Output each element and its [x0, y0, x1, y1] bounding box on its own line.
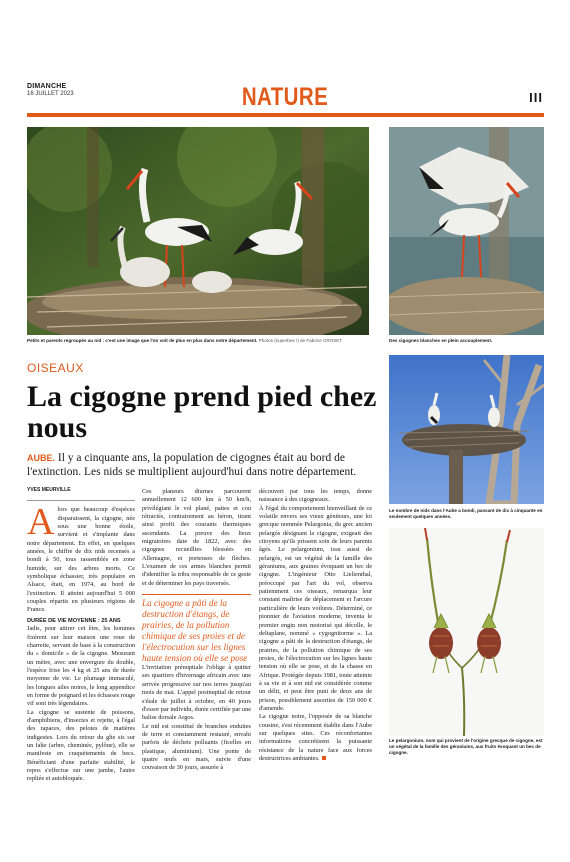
photo-nest-in-tree — [389, 355, 544, 504]
column-1-paragraph-1 — [27, 501, 135, 614]
header-date: 16 JUILLET 2023 — [27, 91, 74, 97]
pull-quote: La cigogne a pâti de la destruction d'étangs, de prairies, de la pollution chimique de ses proies et de l'électrocution sur les lignes haute tension où elle se pose — [142, 594, 251, 664]
main-caption-text: Petits et parents regroupés au nid : c'est une image que l'on voit de plus en plus dans notre département. — [27, 338, 258, 343]
column-2-paragraph-1: Ces planeurs diurnes parcourent annuellement 12 600 km à 50 km/h, privilégiant le vol plané, pattes et cou rétractés, contrairement au héron, tirant ainsi profit des courants thermiques ascendants. La preuve des lieux migratoires date de 1822, avec des cigognes recueillies blessées en Allemagne, et porteuses de flèches. L'examen de ces armes blanches permit d'identifier la tribu responsable de ce geste et de déterminer les pays traversés. — [142, 488, 251, 587]
main-photo-caption — [27, 338, 369, 344]
lead-text: Il y a cinquante ans, la population de cigognes était au bord de l'extinction. Les nids se multiplient aujourd'hui dans notre département. — [27, 452, 357, 478]
main-photo-credit: Photos (superbes !) de Fabrice CROSET — [258, 338, 343, 343]
column-1-paragraph-3: La cigogne se sustente de poissons, d'amphibiens, d'insectes et rejette, à l'égal des rapaces, des pelotes de matières indigestes. Lors du retour du gîte sis sur un faîte (arbre, cheminée, pylône), elle se manifeste en craquètements de becs. Bénéficiant d'une parfaite stabilité, le repos s'effectue sur une jambe, l'autre repliée et autobloquée. — [27, 708, 135, 783]
article-column-3 — [259, 488, 372, 763]
column-3-paragraph-3-text: La cigogne noire, l'opposée de sa blanche cousine, s'est récemment établie dans l'Aube sur quelques sites. Ces réconfortantes informations concrétisent la puissante résistance de la nature face aux forces destructrices ambiantes. — [259, 713, 372, 762]
column-3-paragraph-3 — [259, 713, 372, 763]
header-day: DIMANCHE — [27, 83, 67, 90]
end-of-article-mark — [322, 756, 326, 760]
column-3-paragraph-1: découvert par tous les temps, donne naissance à des cigogneaux. — [259, 488, 372, 504]
main-photo-storks-nest — [27, 127, 369, 335]
bottom-right-caption-text: Le pelargonium, nom qui provient de l'origine grecque de cigogne, est un végétal de la famille des géraniums, aux fruits évoquant un bec de cigogne. — [389, 738, 543, 755]
article-column-1 — [27, 486, 135, 784]
column-2-paragraph-3: Le nid est constitué de branches enduites de terre et constamment restauré, envahi parfois de déchets polluants (ficelles en plastique, aluminium). Une ponte de quatre œufs en mars, suivie d'une couvaison de 30 jours, assurée à — [142, 722, 251, 772]
lead-location-tag: AUBE. — [27, 453, 56, 463]
column-1-paragraph-1-text: lors que beaucoup d'espèces disparaissent, la cigogne, née sous une bonne étoile, survient et s'implante dans notre département. En effet, en quelques années, le chiffre de dix nids recensés a bondi à 50, tous rassemblés en zone humide, sur des arbres morts. Ce symbolique échassier, très populaire en Alsace, était, en 1974, au bord de l'extinction. Il atteint aujourd'hui 5 000 couples répartis en plusieurs régions de France. — [27, 506, 135, 614]
article-headline: La cigogne prend pied chez nous — [27, 380, 377, 444]
bottom-right-photo-caption — [389, 738, 544, 756]
header-rule — [27, 113, 544, 117]
column-3-paragraph-2: À l'égal du comportement bienveillant de ce volatile envers ses vieux géniteurs, une loi grecque nommée Pelargonia, du grec ancien pelargós désignant la cigogne, exigeait des citoyens qu'ils prissent soin de leurs parents âgés. Le pelargonium, issu aussi de pelargós, est un végétal de la famille des géraniums, aux graines évoquant un bec de cigogne. L'ingénieur Otto Lielienthal, préoccupé par l'art du vol, observa patiemment ces oiseaux, remarqua leur constant maîtrise de déplacement et l'arcure particulière de leurs voilures. Déterminé, ce pionnier de l'aviation moderne, inventa le premier engin non motorisé qui décolle, le deltaplane, nommé « cygognitorme ». La cigogne a pâti de la destruction d'étangs, de prairies, de la pollution chimique de ses proies, de l'électrocution sur les lignes haute tension où elle se pose, et de la chasse en Afrique. Protégée depuis 1981, toute atteinte à sa vie et à son nid est considérée comme un délit, et peut être puni de deux ans de prison, possiblement assorties de 150 000 € d'amende. — [259, 504, 372, 712]
article-lead — [27, 452, 379, 479]
column-1-subhead: DURÉE DE VIE MOYENNE : 25 ANS — [27, 617, 121, 624]
mid-right-caption-text: Le nombre de nids dans l'Aube a bondi, passant de dix à cinquante en seulement quelques années. — [389, 508, 543, 519]
photo-storks-mating — [389, 127, 544, 335]
page-number: III — [529, 90, 543, 105]
article-author: YVES MEURVILLE — [27, 487, 71, 493]
article-kicker: OISEAUX — [27, 361, 84, 375]
article-column-2 — [142, 488, 251, 773]
photo-pelargonium — [389, 528, 544, 736]
drop-cap: A — [27, 501, 55, 544]
top-right-photo-caption — [389, 338, 544, 344]
section-title: NATURE — [241, 83, 329, 111]
column-2-paragraph-2: L'invitation prénuptiale l'oblige à quitter ses quartiers d'hivernage africain avec une arrivée progressive sur nos terres jusqu'au mois de mai. L'appel postnuptial de retour s'étale de juillet à octobre, en 40 jours d'essor par individu, durée certifiée par une balise dorsale Argos. — [142, 664, 252, 722]
column-1-paragraph-2: Jadis, pour attirer cet être, les hommes fixèrent sur leur maison une roue de charrette, servant de base à la construction du « domicile » de la cigogne. Mesurant un mètre, avec une envergure du double, l'espèce frise les 4 kg et 25 ans de durée moyenne de vie. Le plumage immaculé, les longues ailes noires, le long appendice en forme de poignard et les échasses rouge vif sont très légendaires. — [27, 625, 135, 708]
mid-right-photo-caption — [389, 508, 544, 520]
top-right-caption-text: Des cigognes blanches en plein accouplement. — [389, 338, 493, 343]
